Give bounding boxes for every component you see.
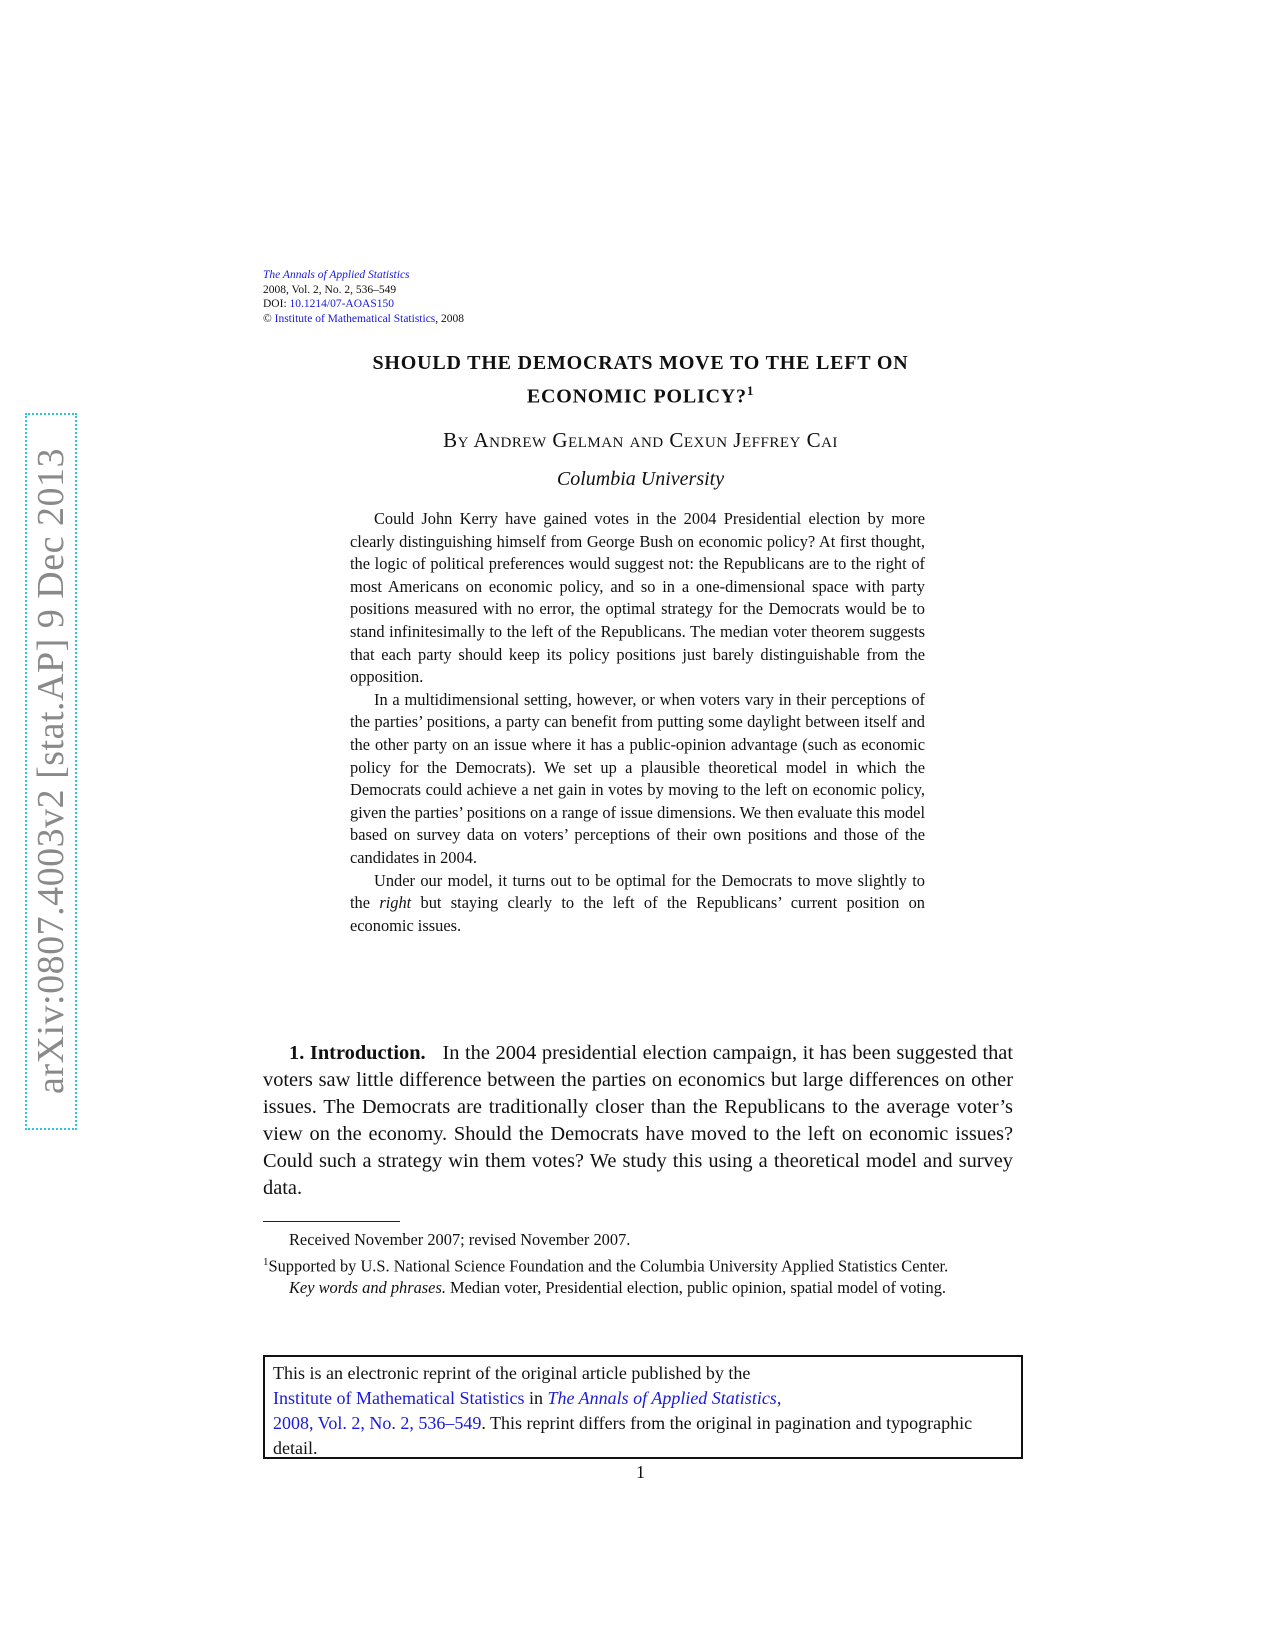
arxiv-identifier[interactable]: arXiv:0807.4003v2 [stat.AP] 9 Dec 2013	[30, 448, 72, 1094]
title-line-1: SHOULD THE DEMOCRATS MOVE TO THE LEFT ON	[372, 352, 909, 374]
abstract	[350, 508, 925, 937]
abstract-paragraph-2: In a multidimensional setting, however, or when voters vary in their perceptions of the parties’ positions, a party can benefit from putting some daylight between itself and the other party on an issue where it has a public-opinion advantage (such as economic policy for the Democrats). We set up a plausible theoretical model in which the Democrats could achieve a net gain in votes by moving to the left on economic policy, given the parties’ positions on a range of issue dimensions. We then evaluate this model based on survey data on voters’ perceptions of their own positions and those of the candidates in 2004.	[350, 689, 925, 867]
introduction-text: In the 2004 presidential election campaign, it has been suggested that voters saw little difference between the parties on economics but large differences on other issues. The Democrats are traditionally closer than the Republicans to the average voter’s view on the economy. Should the Democrats have moved to the left on economic issues? Could such a strategy win them votes? We study this using a theoretical model and survey data.	[263, 1042, 1014, 1199]
section-heading: 1. Introduction.	[289, 1042, 426, 1064]
reprint-institute-link[interactable]: Institute of Mathematical Statistics	[273, 1388, 525, 1408]
keywords-note: Key words and phrases. Median voter, Presidential election, public opinion, spatial model of voting.	[289, 1278, 947, 1298]
institute-link[interactable]: Institute of Mathematical Statistics	[274, 312, 436, 325]
title-line-2: ECONOMIC POLICY?	[526, 385, 747, 408]
page-number: 1	[636, 1462, 645, 1482]
copyright-icon: ©	[263, 312, 272, 325]
reprint-rest: . This reprint differs from the original in pagination and typographic detail.	[273, 1413, 973, 1458]
reprint-line-1: This is an electronic reprint of the original article published by the	[273, 1363, 751, 1383]
reprint-notice: This is an electronic reprint of the original article published by the Institute of Mathematical Statistics in The Annals of Applied Statistics, 2008, Vol. 2, No. 2, 536–549. This reprint differs from the original in pagination and typographic detail.	[263, 1355, 1023, 1459]
title-footnote-mark: 1	[746, 383, 755, 398]
copyright-year: , 2008	[435, 312, 465, 325]
volume-line: 2008, Vol. 2, No. 2, 536–549	[263, 283, 397, 296]
support-note: $^1$Supported by U.S. National Science Foundation and the Columbia University Applied Statistics Center.	[263, 1256, 949, 1276]
doi-link[interactable]: 10.1214/07-AOAS150	[289, 298, 394, 310]
abstract-paragraph-1: Could John Kerry have gained votes in the 2004 Presidential election by more clearly distinguishing himself from George Bush on economic policy? At first thought, the logic of political preferences would suggest not: the Republicans are to the right of most Americans on economic policy, and so in a one-dimensional space with party positions measured with no error, the optimal strategy for the Democrats would be to stand infinitesimally to the left of the Republicans. The median voter theorem suggests that each party should keep its policy positions just barely distinguishable from the opposition.	[350, 509, 925, 687]
journal-link[interactable]: The Annals of Applied Statistics	[263, 269, 410, 281]
footnote-rule	[263, 1221, 400, 1222]
introduction-section	[263, 1040, 1013, 1202]
emphasis-right: right	[379, 893, 412, 913]
affiliation: Columbia University	[556, 468, 725, 490]
footnotes	[263, 1229, 1013, 1299]
authors: By Andrew Gelman and Cexun Jeffrey Cai	[443, 428, 838, 452]
reprint-volume-link[interactable]: 2008, Vol. 2, No. 2, 536–549	[273, 1413, 482, 1433]
paper-title	[263, 350, 1018, 411]
reprint-journal-link[interactable]: The Annals of Applied Statistics	[547, 1388, 777, 1408]
abstract-paragraph-3: Under our model, it turns out to be optimal for the Democrats to move slightly to the right but staying clearly to the left of the Republicans’ current position on economic issues.	[350, 870, 926, 935]
doi-label: DOI:	[263, 298, 290, 310]
received-note: Received November 2007; revised November 2007.	[289, 1230, 631, 1249]
journal-header	[263, 268, 464, 326]
